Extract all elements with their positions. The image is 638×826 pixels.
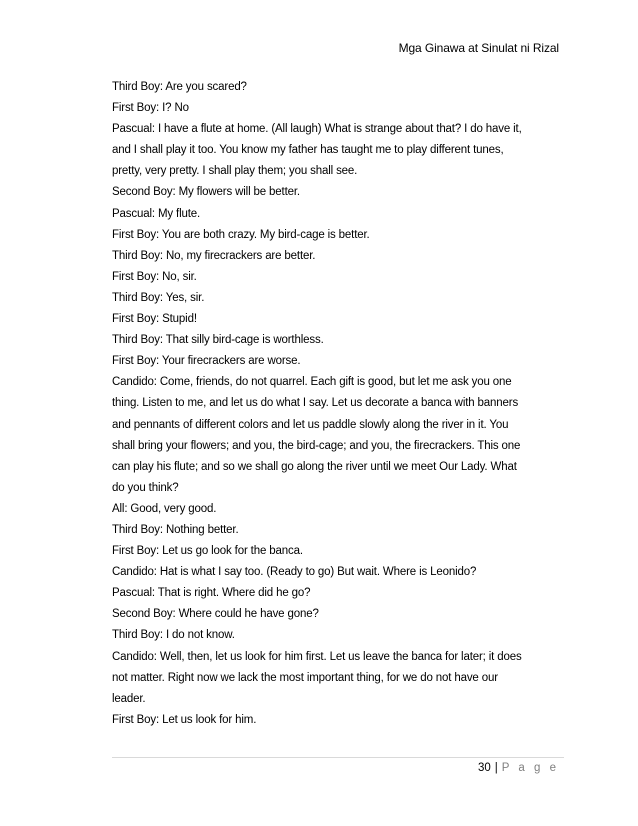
- script-line: First Boy: I? No: [112, 102, 189, 115]
- script-line: shall bring your flowers; and you, the bird-cage; and you, the firecrackers. This one: [112, 439, 521, 452]
- page-label: P a g e: [501, 762, 559, 774]
- script-line: Third Boy: That silly bird-cage is worthless.: [112, 334, 324, 347]
- script-line: can play his flute; and so we shall go along the river until we meet Our Lady. What: [112, 460, 517, 473]
- script-line: Candido: Well, then, let us look for him first. Let us leave the banca for later; it does: [112, 650, 522, 663]
- script-line: First Boy: You are both crazy. My bird-cage is better.: [112, 228, 370, 241]
- script-line: do you think?: [112, 481, 179, 494]
- running-header: Mga Ginawa at Sinulat ni Rizal: [398, 41, 559, 55]
- script-line: Pascual: My flute.: [112, 207, 201, 220]
- script-line: First Boy: No, sir.: [112, 270, 197, 283]
- script-text: [112, 77, 564, 731]
- script-line: thing. Listen to me, and let us do what I say. Let us decorate a banca with banners: [112, 397, 519, 410]
- script-line: First Boy: Let us look for him.: [112, 713, 257, 726]
- script-line: leader.: [112, 692, 146, 705]
- script-line: Candido: Come, friends, do not quarrel. Each gift is good, but let me ask you one: [112, 376, 512, 389]
- script-line: Third Boy: No, my firecrackers are better.: [112, 249, 316, 262]
- script-line: Pascual: I have a flute at home. (All laugh) What is strange about that? I do have it,: [112, 123, 522, 136]
- script-line: and pennants of different colors and let us paddle slowly along the river in it. You: [112, 418, 509, 431]
- script-line: Second Boy: Where could he have gone?: [112, 608, 319, 621]
- script-line: Pascual: That is right. Where did he go?: [112, 587, 311, 600]
- script-line: All: Good, very good.: [112, 502, 217, 515]
- script-line: Third Boy: Yes, sir.: [112, 291, 205, 304]
- page-number: 30: [477, 762, 491, 774]
- footer-divider: [112, 757, 564, 758]
- footer-separator: |: [494, 762, 498, 774]
- script-line: First Boy: Stupid!: [112, 313, 197, 326]
- script-line: First Boy: Your firecrackers are worse.: [112, 355, 301, 368]
- script-line: Third Boy: Nothing better.: [112, 523, 239, 536]
- page-footer: [478, 762, 559, 774]
- script-line: Second Boy: My flowers will be better.: [112, 186, 300, 199]
- script-line: not matter. Right now we lack the most important thing, for we do not have our: [112, 671, 498, 684]
- script-line: pretty, very pretty. I shall play them; you shall see.: [112, 165, 358, 178]
- script-line: Candido: Hat is what I say too. (Ready to go) But wait. Where is Leonido?: [112, 566, 477, 579]
- script-line: First Boy: Let us go look for the banca.: [112, 545, 303, 558]
- script-line: Third Boy: Are you scared?: [112, 81, 247, 93]
- script-line: and I shall play it too. You know my father has taught me to play different tunes,: [112, 144, 504, 157]
- script-line: Third Boy: I do not know.: [112, 629, 235, 642]
